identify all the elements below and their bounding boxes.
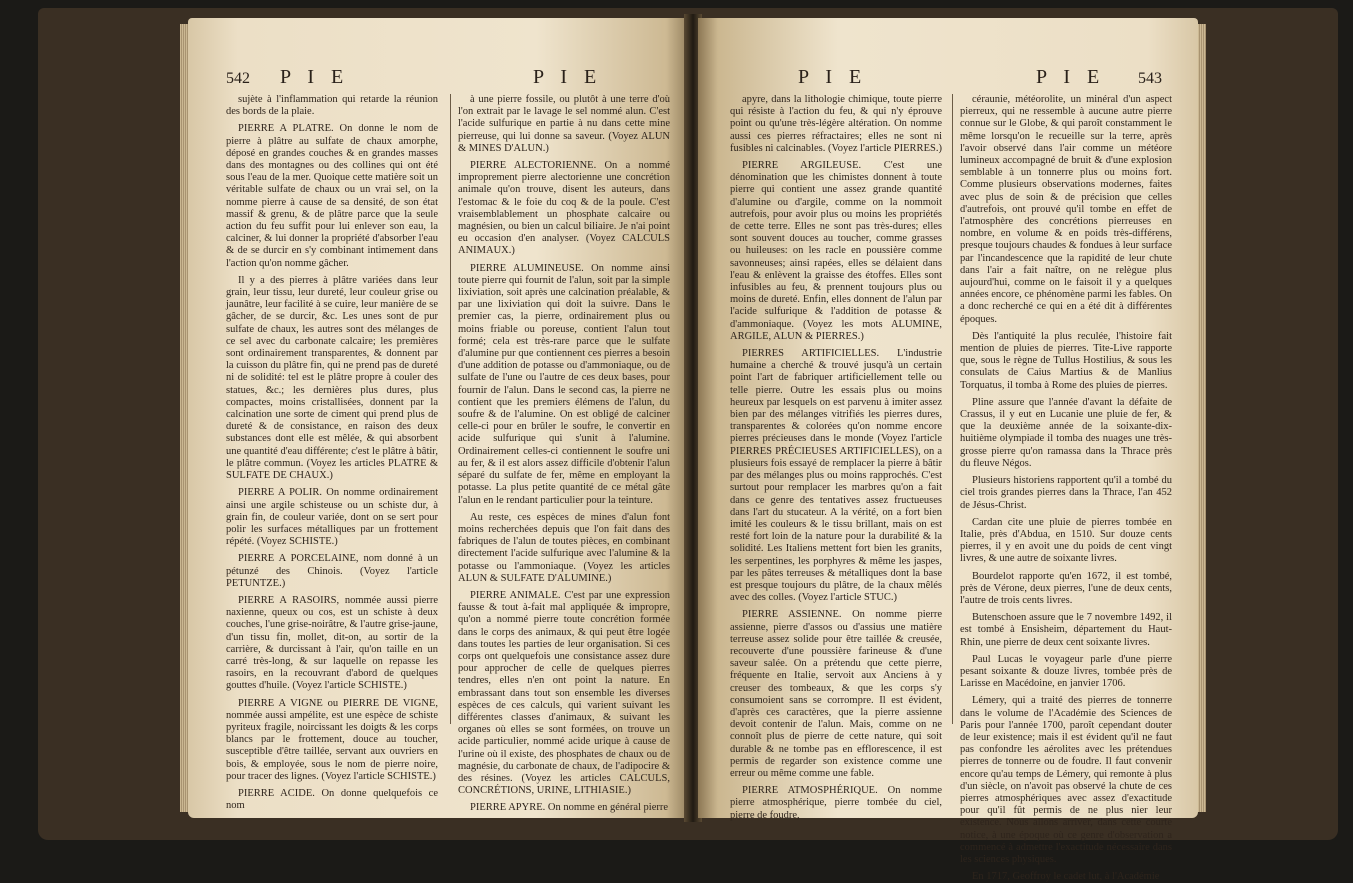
paragraph: Plusieurs historiens rapportent qu'il a tombé du ciel trois grandes pierres dans la Thrace, l'an 452 de Jésus-Christ.: [960, 475, 1172, 511]
paragraph: PIERRES ARTIFICIELLES. L'industrie humaine a cherché & trouvé jusqu'à un certain point l'art de fabriquer artificiellement telle ou telle pierre. Outre les essais plus ou moins heureux par lesquels on est parvenu à imiter assez bien par des mélanges vitrifiés les pierres dures, transparentes & colorées qu'on nomme encore pierres précieuses dans le monde (Voyez l'article PIERRES PRÉCIEUSES ARTIFICIELLES), on a plusieurs fois essayé de remplacer la pierre à bâtir par des mélanges plus ou moins rapprochés. C'est surtout pour remplacer les marbres qu'on a fait dans ce genre des tentatives assez fructueuses dans l'art du stucateur. A la vérité, on a fort bien imité les couleurs & le tissu brillant, mais on est resté fort loin de la nature pour la durabilité & la solidité. Les Italiens mettent fort bien les granits, les serpentines, les porphyres & même les jaspes, par les pâtes terreuses & métalliques dont la base est presque toujours du plâtre, de la chaux mêlés avec des colles. (Voyez l'article STUC.): [730, 348, 942, 604]
paragraph: PIERRE A RASOIRS, nommée aussi pierre naxienne, queux ou cos, est un schiste à deux couches, l'une grise-noirâtre, & l'autre grise-jaune, d'un tissu fin, mollet, dit-on, au sortir de la carrière, & durcissant à l'air, qu'on taille en un carré très-long, & sur laquelle on repasse les rasoirs, en la recouvrant d'abord de quelques gouttes d'huile. (Voyez l'article SCHISTE.): [226, 594, 438, 692]
paragraph: En 1717, Geoffroy le cadet lut, à l'Académie: [972, 871, 1160, 883]
text-column-2: [458, 94, 670, 814]
running-head-right: [698, 66, 1198, 96]
paragraph: PIERRE ANIMALE. C'est par une expression fausse & tout à-fait mal appliquée & impropre, qu'on a nommé pierre toute concrétion formée dans le corps des animaux, & qui peut être logée dans toutes les parties de leur organisation. Si ces corps ont quelquefois une consistance assez dure pour approcher de celle de quelques pierres tendres, elles n'en ont point la nature. En embrassant dans tout son ensemble les diverses espèces de ces calculs, qui varient suivant les différentes classes d'animaux, & suivant les organes où elles se sont formées, on trouve un acide particulier, nommé acide urique à cause de l'urine où il existe, des phosphates de chaux ou de magnésie, du carbonate de chaux, de l'adipocire & des résines. (Voyez les articles CALCULS, CONCRÉTIONS, URINE, LITHIASIE.): [458, 589, 670, 797]
page-number: 542: [226, 70, 250, 87]
running-head-left: [188, 66, 686, 96]
headword: P I E: [1036, 66, 1106, 88]
paragraph: PIERRE ARGILEUSE. C'est une dénomination que les chimistes donnent à toute pierre qui contient une assez grande quantité d'alumine ou d'argile, comme on la nommoit autrefois, pour avoir plus ou moins les propriétés de cette terre. Elles ne sont pas très-dures; elles sont souvent douces au toucher, comme grasses ou huileuses: on les racle en poussière comme savonneuses; ainsi rapées, elles se délaient dans l'eau & enlèvent la graisse des étoffes. Elles sont infusibles au feu, & prennent toujours plus ou moins de dureté. Enfin, elles donnent de l'alun par l'acide sulfurique & l'addition de potasse & d'ammoniaque. (Voyez les mots ALUMINE, ARGILE, ALUN & PIERRES.): [730, 160, 942, 342]
paragraph: Au reste, ces espèces de mines d'alun font moins recherchées depuis que l'on fait dans des fabriques de l'alun de toutes pièces, en combinant directement l'acide sulfurique avec l'alumine & la potasse ou l'ammoniaque. (Voyez les articles ALUN & SULFATE D'ALUMINE.): [458, 511, 670, 584]
paragraph: PIERRE ATMOSPHÉRIQUE. On nomme pierre atmosphérique, pierre tombée du ciel, pierre de foudre,: [730, 785, 942, 821]
paragraph: Cardan cite une pluie de pierres tombée en Italie, près d'Abdua, en 1510. Sur douze cents pierres, il y en avoit une du poids de cent vingt livres, & une autre de soixante livres.: [960, 516, 1172, 565]
paragraph: PIERRE ASSIENNE. On nomme pierre assienne, pierre d'assos ou d'assius une matière terreuse assez solide pour être taillée & creusée, recouverte d'une poussière farineuse & d'une saveur salée. On a prétendu que cette pierre, fréquente en Italie, servoit aux Anciens à y creuser des tombeaux, & que les corps s'y consumoient sans se corrompre. Il est évident, d'après ces caractères, que la pierre assienne devoit contenir de l'alun. Mais, comme on ne connoît plus de pierre de cette nature, qui soit durable & ne tombe pas en efflorescence, il est permis de regarder son existence comme une erreur ou même comme une fable.: [730, 609, 942, 779]
column-rule: [450, 94, 451, 724]
paragraph: Lémery, qui a traité des pierres de tonnerre dans le volume de l'Académie des Sciences de Paris pour l'année 1700, paroît cependant douter de leur existence; mais il est évident qu'il ne faut pas confondre les aérolites avec les prétendues pierres de tonnerre ou de foudre. Il faut convenir encore qu'au temps de Lémery, qui remonte à plus d'un siècle, on n'avoit pas observé la chute de ces pierres atmosphériques avec assez d'exactitude pour qu'il fût permis de ne plus nier leur existence. Nous allons arriver, dans cette courte notice, à une époque où ce genre d'observation a commencé à admettre l'exactitude nécessaire dans les sciences physiques.: [960, 695, 1172, 865]
text-column-1: [226, 94, 438, 812]
left-page: [188, 18, 686, 818]
text-column-2: [960, 94, 1172, 883]
paragraph: PIERRE ALECTORIENNE. On a nommé improprement pierre alectorienne une concrétion animale qu'on trouve, disent les auteurs, dans l'estomac & le foie du coq & de la poule. C'est vraisemblablement un phosphate calcaire ou magnésien, ou bien un calcul biliaire. Je n'ai point eu occasion d'en analyser. (Voyez CALCULS ANIMAUX.): [458, 160, 670, 257]
paragraph: PIERRE A POLIR. On nomme ordinairement ainsi une argile schisteuse ou un schiste dur, à grain fin, de couleur variée, dont on se sert pour polir les surfaces métalliques par un frottement répété. (Voyez SCHISTE.): [226, 487, 438, 548]
paragraph: PIERRE APYRE. On nomme en général pierre: [470, 802, 669, 814]
paragraph: à une pierre fossile, ou plutôt à une terre d'où l'on extrait par le lavage le sel nommé alun. C'est l'acide sulfurique en partie à nu dans cette mine pierreuse, qui lui donne sa saveur. (Voyez ALUN & MINES D'ALUN.): [458, 94, 670, 154]
text-column-1: [730, 94, 942, 821]
paragraph: apyre, dans la lithologie chimique, toute pierre qui résiste à l'action du feu, & qui n'y éprouve point ou qu'une très-légère altération. On nomme aussi ces pierres réfractaires; elles ne sont ni fusibles ni calcinables. (Voyez l'article PIERRES.): [730, 94, 942, 154]
paragraph: Pline assure que l'année d'avant la défaite de Crassus, il y eut en Lucanie une pluie de fer, & que la deuxième année de la soixante-dix-huitième olympiade il tomba des nuages une très-grosse pierre qu'on ramassa dans la Thrace près du fleuve Négos.: [960, 396, 1172, 469]
headword: P I E: [280, 66, 350, 88]
paragraph: PIERRE A VIGNE ou PIERRE DE VIGNE, nommée aussi ampélite, est une espèce de schiste pyriteux fragile, noircissant les doigts & les corps blancs par le frottement, douce au toucher, susceptible d'être taillée, servant aux ouvriers en bois, & employée, sous le nom de pierre noire, pour tracer des lignes. (Voyez l'article SCHISTE.): [226, 697, 438, 782]
paragraph: PIERRE A PORCELAINE, nom donné à un pétunzé des Chinois. (Voyez l'article PETUNTZE.): [226, 553, 438, 589]
paragraph: Paul Lucas le voyageur parle d'une pierre pesant soixante & douze livres, tombée près de Larisse en Macédoine, en janvier 1706.: [960, 653, 1172, 690]
paragraph: PIERRE ALUMINEUSE. On nomme ainsi toute pierre qui fournit de l'alun, soit par la simple lixiviation, soit après une calcination préalable, & par une lixiviation qui doit la suivre. Dans le premier cas, la pierre, ordinairement plus ou moins friable ou poreuse, contient l'alun tout formé; cela est très-rare parce que le sulfate d'alumine pur que contiennent ces pierres a besoin d'une addition de potasse ou d'ammoniaque, ou de sulfate de l'une ou l'autre de ces deux bases, pour fournir de l'alun. Dans le second cas, la pierre ne contient que les premiers élémens de l'alun, du soufre & de l'alumine. On est obligé de calciner celle-ci pour en brûler le soufre, le convertir en acide sulfurique qui s'unit à l'alumine. Ordinairement celles-ci contiennent le soufre uni au fer, & il est alors assez difficile d'obtenir l'alun séparé du sulfate de fer, même en employant la potasse. La plus petite quantité de ce métal gâte l'alun en le rendant particulier pour la teinture.: [458, 262, 670, 506]
paragraph: sujète à l'inflammation qui retarde la réunion des bords de la plaie.: [226, 94, 438, 118]
paragraph: PIERRE A PLATRE. On donne le nom de pierre à plâtre au sulfate de chaux amorphe, déposé en grandes couches & en grandes masses dans des montagnes ou des collines qui ont été sous l'eau de la mer. Quoique cette matière soit un véritable sulfate de chaux ou un vrai sel, on la nomme pierre à cause de sa densité, de son état massif & grenu, & de plâtre parce que la seule action du feu suffit pour lui enlever son eau, la calciner, & lui donner la propriété d'absorber l'eau & de se durcir en s'y combinant intimement dans l'action qu'on nomme gâcher.: [226, 123, 438, 269]
headword: P I E: [533, 66, 603, 88]
page-number: 543: [1138, 70, 1162, 87]
paragraph: PIERRE ACIDE. On donne quelquefois ce nom: [226, 787, 438, 812]
headword: P I E: [798, 66, 868, 88]
column-rule: [952, 94, 953, 724]
paragraph: Bourdelot rapporte qu'en 1672, il est tombé, près de Vérone, deux pierres, l'une de deux cents, l'autre de trois cents livres.: [960, 570, 1172, 606]
paragraph: Dès l'antiquité la plus reculée, l'histoire fait mention de pluies de pierres. Tite-Live rapporte que, sous le règne de Tullus Hostilius, & sous les consulats de Caius Martius & de Manlius Torquatus, il tomba à Rome des pluies de pierres.: [960, 330, 1172, 391]
right-page: [698, 18, 1198, 883]
paragraph: Il y a des pierres à plâtre variées dans leur grain, leur tissu, leur dureté, leur couleur grise ou jaunâtre, leur facilité à se cuire, leur manière de se gâcher, de se durcir, &c. Les unes sont de pur sulfate de chaux, les autres sont des mélanges de ce sel avec du carbonate calcaire; les premières sont ordinairement transparentes, & donnent par la cuisson du plâtre fin, qui ne prend pas de dureté ni de solidité: tel est le plâtre propre à couler des statues, &c.; les dernières plus dures, plus compactes, moins cristallisées, donnent par la calcination une sorte de ciment qui prend plus de dureté & de consistance, en raison des deux substances dont elle est mêlée, & qui absorbent une quantité d'eau différente; c'est le plâtre à bâtir, le plâtre commun. (Voyez les articles PLATRE & SULFATE DE CHAUX.): [226, 274, 438, 482]
paragraph: Butenschoen assure que le 7 novembre 1492, il est tombé à Ensisheim, département du Haut-Rhin, une pierre de deux cent soixante livres.: [960, 612, 1172, 648]
paragraph: céraunie, météorolite, un minéral d'un aspect pierreux, qui ne ressemble à aucune autre pierre connue sur le Globe, & qui paroît constamment le même lorsqu'on le recueille sur la terre, après l'avoir observé dans l'air comme un météore lumineux accompagné de bruit & d'une explosion semblable à un tonnerre plus ou moins fort. Comme plusieurs observations modernes, faites avec plus de soin & de précision que celles d'autrefois, ont prouvé qu'il tombe en effet de l'atmosphère des concrétions pierreuses en nombre, en volume & en poids très-différens, presque toujours chaudes & fondues à leur surface par l'incandescence que la rapidité de leur chute dans l'air a fait naître, on ne relègue plus aujourd'hui, comme on le faisoit il y a quelques années encore, ce phénomène parmi les fables. On a donc recherché ce qui en a été dit à différentes époques.: [960, 94, 1172, 325]
